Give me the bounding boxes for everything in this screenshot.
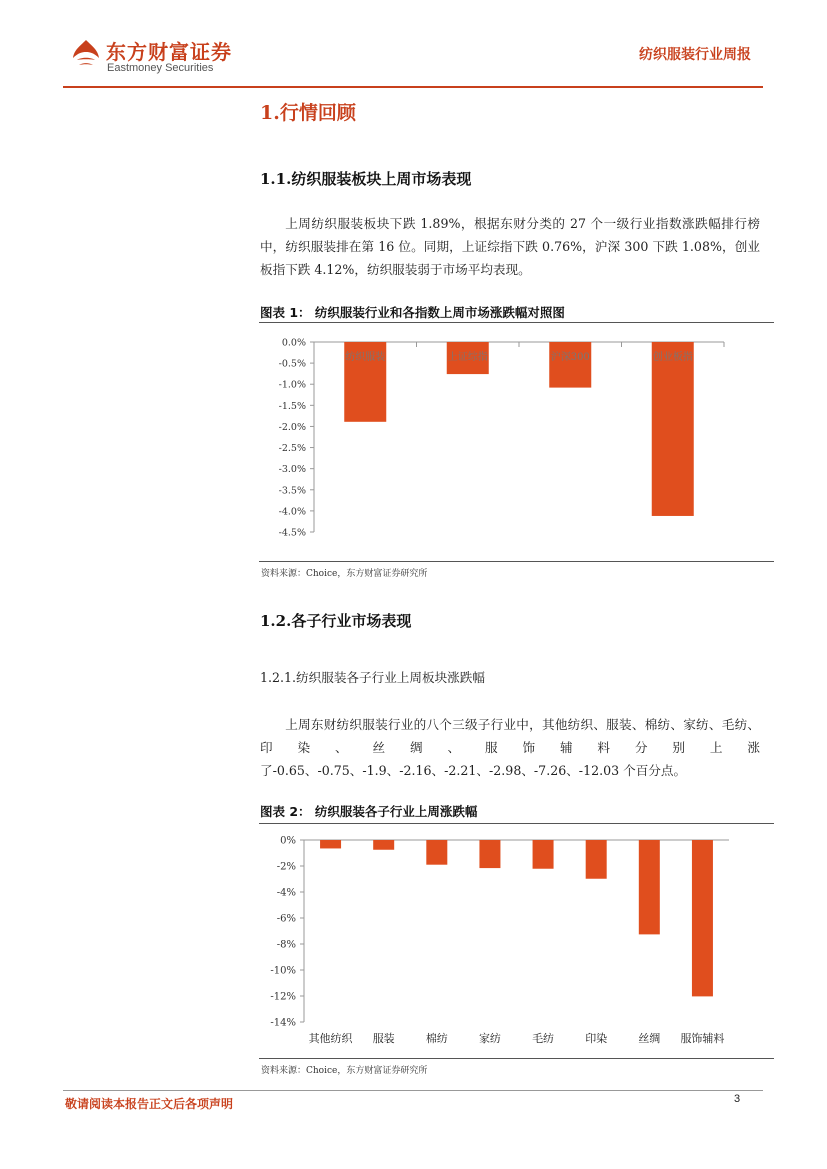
y-tick-label: -3.0% (278, 464, 306, 476)
category-label: 棉纺 (425, 1032, 448, 1045)
paragraph-market-performance: 上周纺织服装板块下跌 1.89%，根据东财分类的 27 个一级行业指数涨跌幅排行榜中，纺织服装排在第 16 位。同期，上证综指下跌 0.76%，沪深 300 下跌 1.08%，创业板指下跌 4.12%，纺织服装弱于市场平均表现。 (260, 216, 760, 277)
y-tick-label: -4.0% (278, 506, 306, 518)
logo-en-text: Eastmoney Securities (107, 62, 214, 74)
y-tick-label: -3.5% (278, 485, 306, 497)
figure-2-bottom-rule (259, 1058, 774, 1059)
category-label: 其他纺织 (308, 1032, 353, 1045)
category-label: 纺织服装 (345, 352, 386, 363)
category-label: 创业板指 (652, 352, 693, 363)
y-tick-label: -8% (276, 939, 296, 951)
subsection-heading-1-2-1: 1.2.1.纺织服装各子行业上周板块涨跌幅 (260, 670, 485, 685)
bar (426, 840, 447, 865)
y-tick-label: 0.0% (281, 337, 306, 349)
y-tick-label: -4% (276, 887, 296, 899)
figure-1-source: 资料来源：Choice，东方财富证券研究所 (261, 569, 428, 579)
bar (692, 840, 713, 996)
header-divider (63, 86, 763, 88)
subsection-heading-1-1: 1.1.纺织服装板块上周市场表现 (260, 170, 472, 188)
y-tick-label: -2.5% (278, 443, 306, 455)
y-tick-label: -6% (276, 913, 296, 925)
category-label: 服饰辅料 (680, 1032, 725, 1045)
paragraph-subindustry-performance: 上周东财纺织服装行业的八个三级子行业中，其他纺织、服装、棉纺、家纺、毛纺、印染、丝绸、服饰辅料分别上涨了-0.65、-0.75、-1.9、-2.16、-2.21、-2.98、-7.26、-12.03 个百分点。 (260, 717, 760, 778)
figure-1-bar-chart (259, 326, 775, 556)
category-label: 毛纺 (532, 1032, 555, 1045)
category-label: 上证综指 (447, 352, 488, 363)
bar (639, 840, 660, 934)
category-label: 服装 (372, 1032, 395, 1045)
figure-2-title: 图表 2： 纺织服装各子行业上周涨跌幅 (260, 804, 478, 819)
y-tick-label: -2% (276, 861, 296, 873)
figure-2-bar-chart (259, 826, 775, 1056)
y-tick-label: -4.5% (278, 527, 306, 539)
bar (652, 342, 694, 516)
y-tick-label: -0.5% (278, 358, 306, 370)
figure-1-title: 图表 1： 纺织服装行业和各指数上周市场涨跌幅对照图 (260, 305, 565, 320)
eastmoney-logo-icon (70, 38, 102, 70)
y-tick-label: -10% (270, 965, 296, 977)
category-label: 家纺 (478, 1032, 501, 1045)
y-tick-label: -1.5% (278, 400, 306, 412)
category-label: 丝绸 (638, 1032, 661, 1045)
bar (479, 840, 500, 868)
bar (586, 840, 607, 879)
bar (320, 840, 341, 848)
disclaimer-note: 敬请阅读本报告正文后各项声明 (65, 1097, 234, 1111)
logo-cn-text: 东方财富证券 (106, 40, 232, 64)
y-tick-label: -1.0% (278, 379, 306, 391)
figure-2-source: 资料来源：Choice，东方财富证券研究所 (261, 1066, 428, 1076)
footer-divider (63, 1090, 763, 1091)
figure-1-top-rule (259, 322, 774, 323)
y-tick-label: -12% (270, 991, 296, 1003)
category-label: 沪深300 (550, 352, 590, 363)
section-heading: 1.行情回顾 (260, 102, 356, 124)
bar (373, 840, 394, 850)
subsection-heading-1-2: 1.2.各子行业市场表现 (260, 612, 412, 630)
y-tick-label: -2.0% (278, 421, 306, 433)
y-tick-label: 0% (280, 835, 296, 847)
y-tick-label: -14% (270, 1017, 296, 1029)
report-title: 纺织服装行业周报 (639, 47, 751, 63)
bar (549, 342, 591, 388)
page-number: 3 (734, 1093, 741, 1105)
figure-1-bottom-rule (259, 561, 774, 562)
category-label: 印染 (585, 1032, 608, 1045)
figure-2-top-rule (259, 823, 774, 824)
bar (533, 840, 554, 869)
